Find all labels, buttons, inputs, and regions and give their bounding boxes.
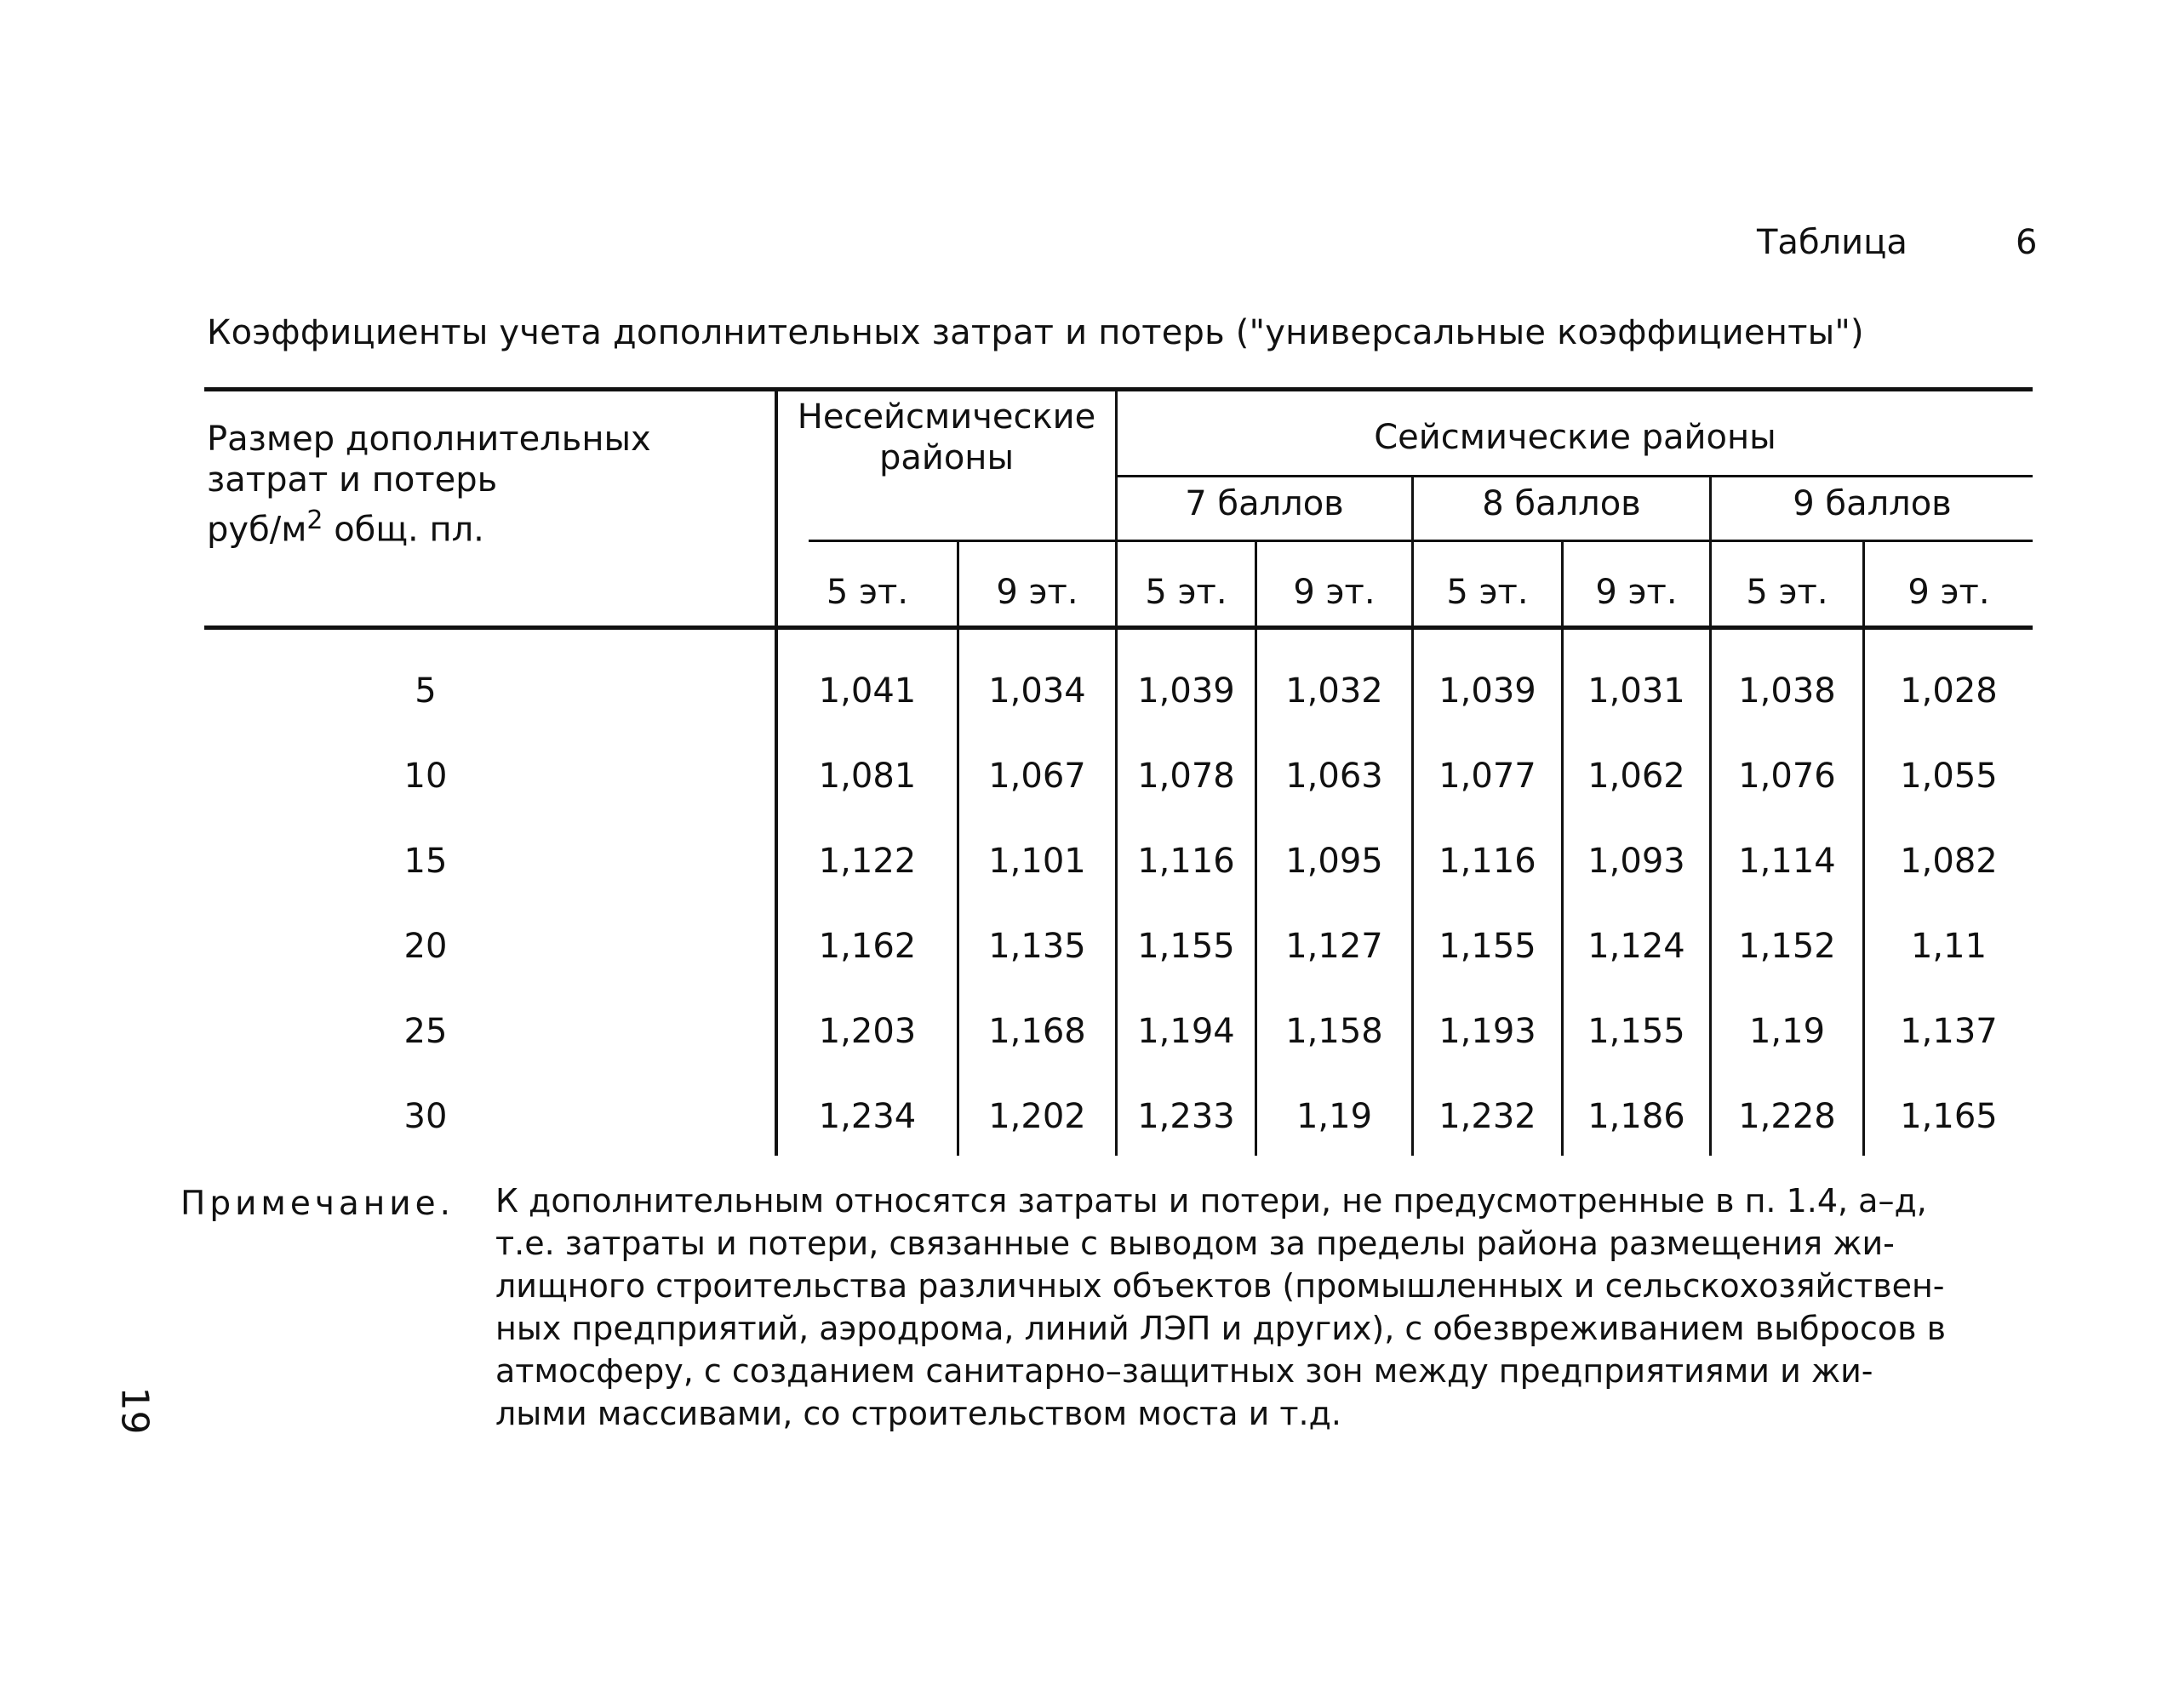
seismic-subheader-rule bbox=[1117, 475, 2033, 477]
table-cell: 1,116 bbox=[1137, 842, 1235, 881]
table-cell: 1,116 bbox=[1438, 842, 1536, 881]
table-cell: 1,155 bbox=[1438, 927, 1536, 966]
nonseismic-header-line: районы bbox=[878, 438, 1015, 477]
table-cell: 1,19 bbox=[1295, 1097, 1373, 1136]
note-line: т.е. затраты и потери, связанные с выводом за пределы района размещения жи- bbox=[495, 1225, 1895, 1262]
table-cell: 1,039 bbox=[1137, 671, 1235, 711]
header-bottom-rule bbox=[204, 626, 2033, 630]
table-cell: 1,194 bbox=[1137, 1012, 1235, 1051]
table-cell: 1,038 bbox=[1738, 671, 1836, 711]
page-number: 19 bbox=[112, 1386, 157, 1435]
table-cell: 1,19 bbox=[1748, 1012, 1826, 1051]
row-header-line: затрат и потерь bbox=[207, 460, 498, 500]
row-header bbox=[207, 419, 651, 550]
table-cell: 1,055 bbox=[1900, 757, 1998, 796]
column-header: 5 эт. bbox=[1746, 573, 1828, 612]
table-cell: 1,032 bbox=[1285, 671, 1383, 711]
table-cell: 1,162 bbox=[818, 927, 917, 966]
table-cell: 1,077 bbox=[1438, 757, 1536, 796]
table-cell: 1,063 bbox=[1285, 757, 1383, 796]
table-cell: 1,101 bbox=[988, 842, 1086, 881]
note-line: К дополнительным относятся затраты и потери, не предусмотренные в п. 1.4, а–д, bbox=[495, 1182, 1927, 1220]
table-cell: 1,031 bbox=[1587, 671, 1685, 711]
table-cell: 1,093 bbox=[1587, 842, 1685, 881]
table-cell: 1,155 bbox=[1137, 927, 1235, 966]
note-label: Примечание. bbox=[180, 1185, 455, 1223]
table-cell: 1,11 bbox=[1910, 927, 1988, 966]
row-size-cell: 30 bbox=[403, 1097, 448, 1136]
column-header: 9 эт. bbox=[1907, 573, 1990, 612]
table-cell: 1,155 bbox=[1587, 1012, 1685, 1051]
column-header: 5 эт. bbox=[1446, 573, 1529, 612]
table-cell: 1,062 bbox=[1587, 757, 1685, 796]
nonseismic-header-line: Несейсмические bbox=[797, 397, 1096, 437]
table-cell: 1,076 bbox=[1738, 757, 1836, 796]
table-cell: 1,137 bbox=[1900, 1012, 1998, 1051]
table-cell: 1,233 bbox=[1137, 1097, 1235, 1136]
note-text bbox=[495, 1180, 1946, 1435]
row-size-cell: 25 bbox=[403, 1012, 448, 1051]
column-header: 9 эт. bbox=[996, 573, 1078, 612]
table-cell: 1,122 bbox=[818, 842, 917, 881]
nonseismic-header bbox=[778, 397, 1115, 478]
table-cell: 1,067 bbox=[988, 757, 1086, 796]
table-cell: 1,202 bbox=[988, 1097, 1086, 1136]
row-header-line: руб/$м^2$ общ. пл. bbox=[207, 506, 484, 550]
column-header: 5 эт. bbox=[826, 573, 909, 612]
table-cell: 1,081 bbox=[818, 757, 917, 796]
table-cell: 1,127 bbox=[1285, 927, 1383, 966]
table-cell: 1,234 bbox=[818, 1097, 917, 1136]
table-top-rule bbox=[204, 387, 2033, 391]
row-size-cell: 5 bbox=[415, 671, 437, 711]
table-number: 6 bbox=[2016, 223, 2038, 262]
column-header: 9 эт. bbox=[1293, 573, 1376, 612]
table-cell: 1,124 bbox=[1587, 927, 1685, 966]
table-cell: 1,028 bbox=[1900, 671, 1998, 711]
note-line: лищного строительства различных объектов (промышленных и сельскохозяйствен- bbox=[495, 1267, 1945, 1305]
note-line: ных предприятий, аэродрома, линий ЛЭП и других), с обезвреживанием выбросов в bbox=[495, 1310, 1946, 1347]
table-cell: 1,095 bbox=[1285, 842, 1383, 881]
table-label: Таблица bbox=[1757, 223, 1907, 262]
table-cell: 1,114 bbox=[1738, 842, 1836, 881]
table-cell: 1,165 bbox=[1900, 1097, 1998, 1136]
table-cell: 1,034 bbox=[988, 671, 1086, 711]
column-header: 9 эт. bbox=[1595, 573, 1678, 612]
table-cell: 1,078 bbox=[1137, 757, 1235, 796]
table-cell: 1,228 bbox=[1738, 1097, 1836, 1136]
table-cell: 1,135 bbox=[988, 927, 1086, 966]
column-header: 5 эт. bbox=[1145, 573, 1227, 612]
table-cell: 1,039 bbox=[1438, 671, 1536, 711]
table-cell: 1,041 bbox=[818, 671, 917, 711]
row-size-cell: 20 bbox=[403, 927, 448, 966]
table-cell: 1,186 bbox=[1587, 1097, 1685, 1136]
seismic-header: Сейсмические районы bbox=[1374, 418, 1776, 457]
note-line: лыми массивами, со строительством моста и т.д. bbox=[495, 1395, 1341, 1432]
table-cell: 1,232 bbox=[1438, 1097, 1536, 1136]
table-cell: 1,158 bbox=[1285, 1012, 1383, 1051]
table-cell: 1,152 bbox=[1738, 927, 1836, 966]
table-cell: 1,082 bbox=[1900, 842, 1998, 881]
subgroup-8: 8 баллов bbox=[1482, 484, 1641, 523]
table-cell: 1,203 bbox=[818, 1012, 917, 1051]
note-line: атмосферу, с созданием санитарно–защитных зон между предприятиями и жи- bbox=[495, 1352, 1873, 1390]
floors-header-rule bbox=[809, 540, 2033, 542]
subgroup-7: 7 баллов bbox=[1185, 484, 1344, 523]
subgroup-9: 9 баллов bbox=[1793, 484, 1952, 523]
row-header-line: Размер дополнительных bbox=[207, 420, 651, 459]
row-size-cell: 15 bbox=[403, 842, 448, 881]
table-caption: Коэффициенты учета дополнительных затрат и потерь ("универсальные коэффициенты") bbox=[207, 313, 1864, 352]
row-size-cell: 10 bbox=[403, 757, 448, 796]
table-cell: 1,168 bbox=[988, 1012, 1086, 1051]
table-cell: 1,193 bbox=[1438, 1012, 1536, 1051]
